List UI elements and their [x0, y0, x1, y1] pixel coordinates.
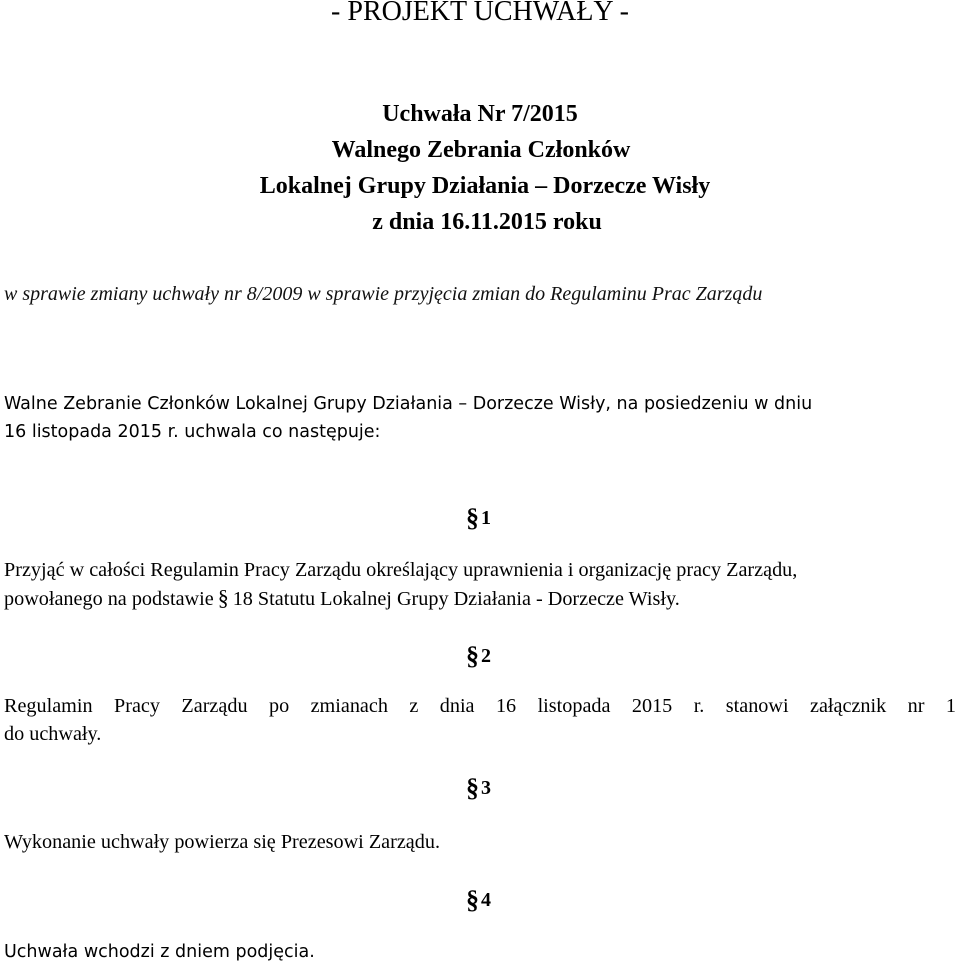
section-sign: §	[466, 641, 479, 670]
section-2-text: Regulamin Pracy Zarządu po zmianach z dnia 16 listopada 2015 r. stanowi załącznik nr 1	[4, 695, 956, 717]
section-line: Przyjąć w całości Regulamin Pracy Zarządu określający uprawnienia i organizację pracy Zarządu,	[4, 559, 798, 581]
section-heading-3	[466, 772, 491, 802]
title-line-number: Uchwała Nr 7/2015	[382, 101, 578, 127]
title-line-organization: Lokalnej Grupy Działania – Dorzecze Wisły	[259, 173, 711, 199]
section-sign: §	[466, 503, 479, 532]
title-line-date: z dnia 16.11.2015 roku	[372, 209, 602, 235]
draft-label: - PROJEKT UCHWAŁY -	[331, 0, 629, 27]
section-heading-2	[466, 640, 491, 670]
section-2-text-continued: do uchwały.	[4, 723, 102, 745]
section-line-part: 18 Statutu Lokalnej Grupy Działania - Dorzecze Wisły.	[232, 588, 680, 610]
section-1-text	[4, 556, 797, 613]
section-number: 2	[481, 645, 491, 667]
intro-line: 16 listopada 2015 r. uchwala co następuje:	[4, 422, 381, 442]
intro-line: Walne Zebranie Członków Lokalnej Grupy Działania – Dorzecze Wisły, na posiedzeniu w dniu	[4, 394, 813, 414]
section-number: 4	[481, 889, 491, 911]
section-sign: §	[466, 773, 479, 802]
resolution-title	[0, 96, 960, 240]
section-line	[4, 584, 797, 613]
section-line-part: powołanego na podstawie	[4, 588, 214, 610]
intro-paragraph	[4, 390, 812, 446]
section-heading-1	[466, 502, 491, 532]
title-line-assembly: Walnego Zebrania Członków	[331, 137, 631, 163]
section-4-text: Uchwała wchodzi z dniem podjęcia.	[4, 942, 315, 962]
section-3-text: Wykonanie uchwały powierza się Prezesowi Zarządu.	[4, 831, 441, 853]
section-heading-4	[466, 884, 491, 914]
section-number: 1	[481, 507, 491, 529]
resolution-subject: w sprawie zmiany uchwały nr 8/2009 w sprawie przyjęcia zmian do Regulaminu Prac Zarządu	[4, 283, 763, 305]
section-sign: §	[466, 885, 479, 914]
section-sign: §	[217, 585, 229, 610]
section-number: 3	[481, 777, 491, 799]
